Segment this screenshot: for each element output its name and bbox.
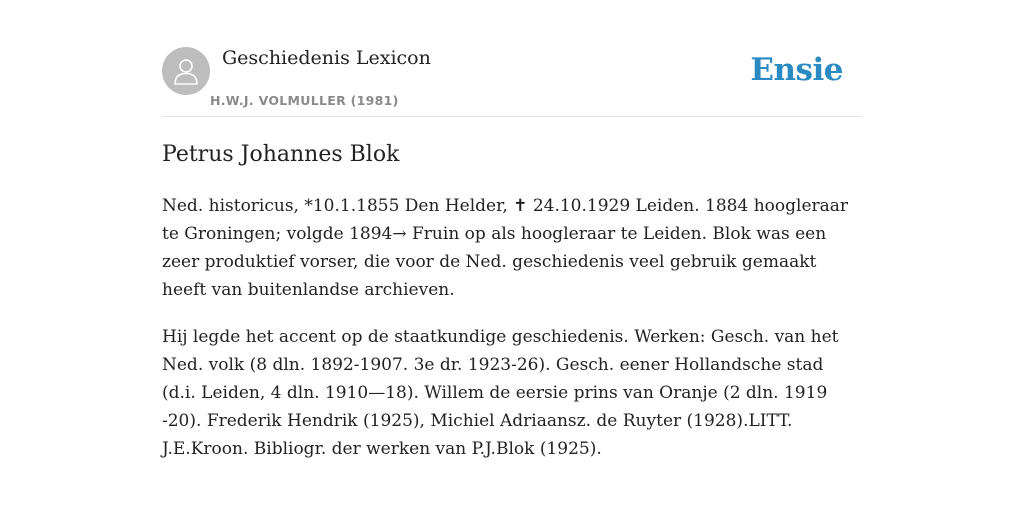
brand-logo[interactable]: Ensie: [750, 52, 843, 88]
source-header: [162, 45, 862, 117]
source-title[interactable]: Geschiedenis Lexicon: [222, 47, 431, 69]
page-title: Petrus Johannes Blok: [162, 142, 400, 167]
avatar[interactable]: [162, 47, 210, 95]
paragraph: Ned. historicus, *10.1.1855 Den Helder, ✝ 24.10.1929 Leiden. 1884 hoogleraar te Groningen; volgde 1894→ Fruin op als hoogleraar te Leiden. Blok was een zeer produktief vorser, die voor de Ned. geschiedenis veel gebruik gemaakt heeft van buitenlandse archieven.: [162, 196, 849, 300]
paragraph: Hij legde het accent op de staatkundige geschiedenis. Werken: Gesch. van het Ned. volk (8 dln. 1892-1907. 3e dr. 1923-26). Gesch. eener Hollandsche stad (d.i. Leiden, 4 dln. 1910—18). Willem de eersie prins van Oranje (2 dln. 1919 -20). Frederik Hendrik (1925), Michiel Adriaansz. de Ruyter (1928).LITT. J.E.Kroon. Bibliogr. der werken van P.J.Blok (1925).: [162, 327, 839, 459]
user-outline-icon: [172, 56, 200, 86]
entry-body: [162, 192, 862, 482]
source-author[interactable]: H.W.J. VOLMULLER (1981): [210, 93, 399, 108]
